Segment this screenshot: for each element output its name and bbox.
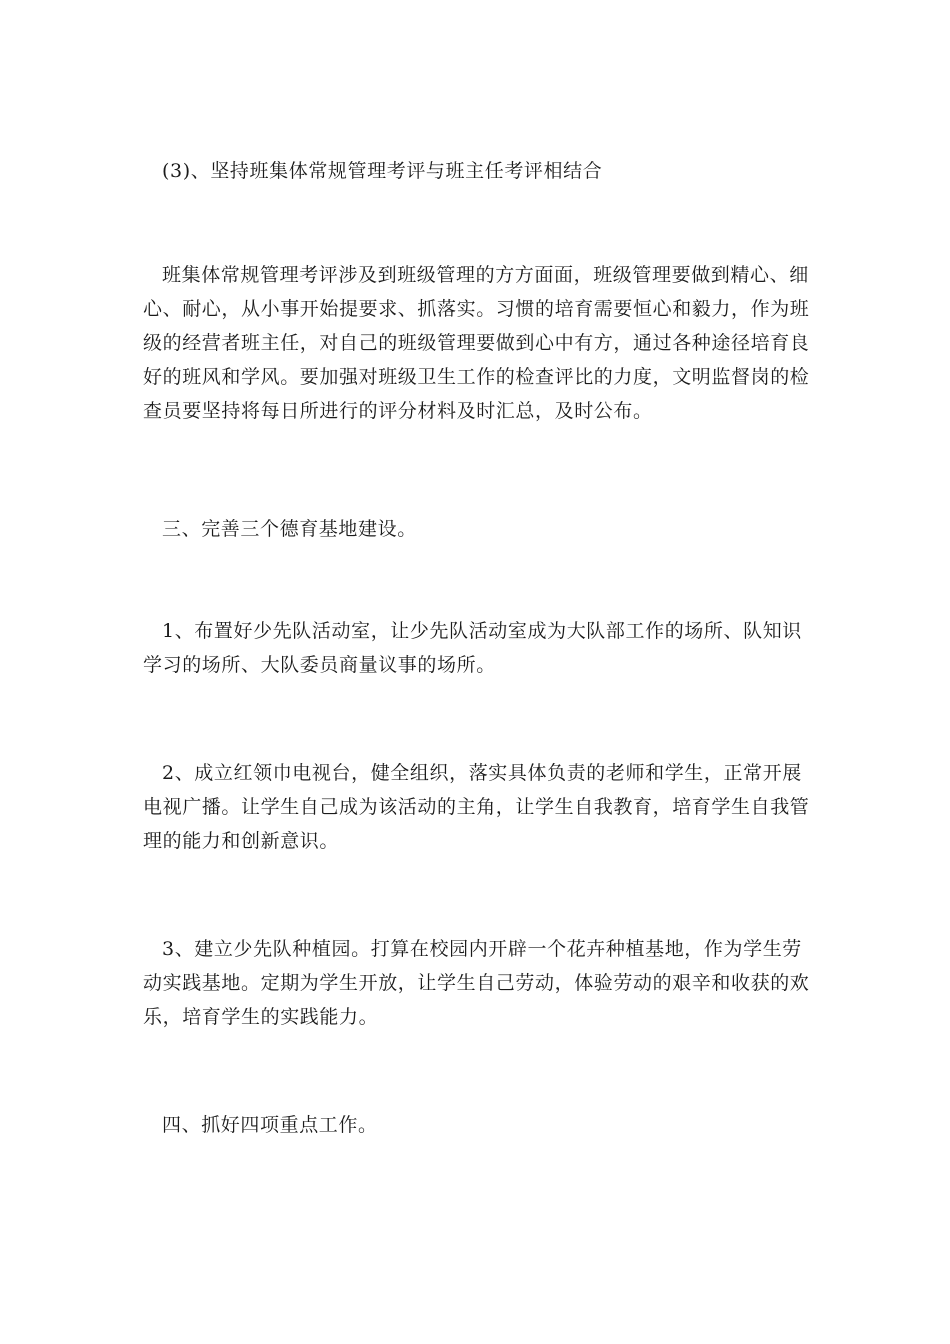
list-item: 1、布置好少先队活动室，让少先队活动室成为大队部工作的场所、队知识学习的场所、大队委员商量议事的场所。: [143, 620, 802, 676]
section-heading: 三、完善三个德育基地建设。: [162, 518, 417, 540]
subsection-heading: (3)、坚持班集体常规管理考评与班主任考评相结合: [162, 160, 603, 182]
list-item: 2、成立红领巾电视台，健全组织，落实具体负责的老师和学生，正常开展电视广播。让学生自己成为该活动的主角，让学生自我教育，培育学生自我管理的能力和创新意识。: [143, 762, 810, 852]
section-heading: 四、抓好四项重点工作。: [162, 1114, 378, 1136]
body-paragraph: 班集体常规管理考评涉及到班级管理的方方面面，班级管理要做到精心、细心、耐心，从小事开始提要求、抓落实。习惯的培育需要恒心和毅力，作为班级的经营者班主任，对自己的班级管理要做到心中有方，通过各种途径培育良好的班风和学风。要加强对班级卫生工作的检查评比的力度，文明监督岗的检查员要坚持将每日所进行的评分材料及时汇总，及时公布。: [143, 264, 810, 422]
list-item: 3、建立少先队种植园。打算在校园内开辟一个花卉种植基地，作为学生劳动实践基地。定期为学生开放，让学生自己劳动，体验劳动的艰辛和收获的欢乐，培育学生的实践能力。: [143, 938, 810, 1028]
